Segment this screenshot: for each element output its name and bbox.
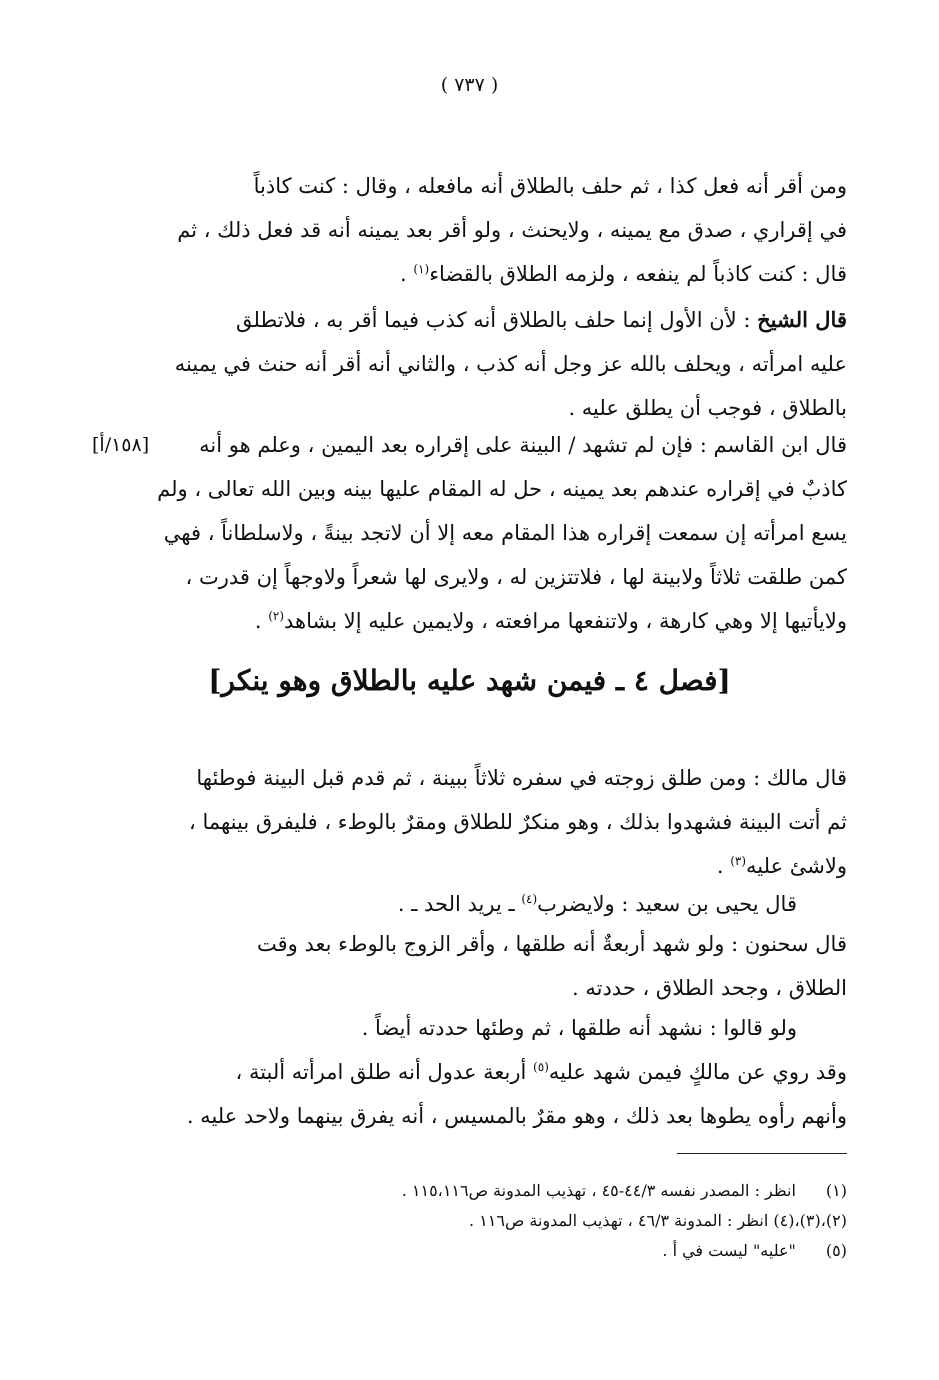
footnote-text: "عليه" ليست في أ . <box>662 1241 796 1260</box>
text-run: ولاشئ عليه <box>746 854 847 878</box>
paragraph-6 <box>147 922 847 1010</box>
section-heading: [فصل ٤ ـ فيمن شهد عليه بالطلاق وهو ينكر] <box>208 664 731 697</box>
text-line: كاذبٌ في إقراره عندهم بعد يمينه ، حل له المقام عليها بينه وبين الله تعالى ، ولم <box>157 477 847 501</box>
folio-reference: [١٥٨/أ] <box>92 434 150 456</box>
text-line: عليه امرأته ، ويحلف بالله عز وجل أنه كذب ، والثاني أنه أقر أنه حنث في يمينه <box>174 352 847 376</box>
footnote <box>147 1236 847 1266</box>
footnote-ref: (٣) <box>730 854 747 868</box>
text-line: قال مالك : ومن طلق زوجته في سفره ثلاثاً ببينة ، ثم قدم قبل البينة فوطئها <box>196 766 847 790</box>
text-line <box>147 882 847 926</box>
text-line: ولو قالوا : نشهد أنه طلقها ، ثم وطئها حددته أيضاً . <box>361 1016 797 1040</box>
footnote-mark: (٢)،(٣)،(٤) <box>773 1211 847 1230</box>
page-number: ( ٧٣٧ ) <box>440 74 499 96</box>
footnote-text: انظر : المصدر نفسه ٤٤/٣-٤٥ ، تهذيب المدونة ص١١٥،١١٦ . <box>401 1181 796 1200</box>
text-run: قال يحيى بن سعيد : ولايضرب <box>537 892 797 916</box>
text-run: . <box>400 262 414 286</box>
paragraph-2 <box>147 298 847 430</box>
paragraph-8 <box>147 1050 847 1138</box>
footnotes <box>147 1176 847 1266</box>
footnote-mark: (٥) <box>825 1241 847 1260</box>
footnote <box>147 1176 847 1206</box>
footnote-ref: (٥) <box>533 1060 549 1074</box>
footnote-ref: (٤) <box>521 892 538 906</box>
text-line: كمن طلقت ثلاثاً ولابينة لها ، فلاتتزين له ، ولايرى لها شعراً ولاوجهاً إن قدرت ، <box>185 565 847 589</box>
text-line <box>147 1050 847 1094</box>
text-run: . <box>716 854 731 878</box>
text-run: ولايأتيها إلا وهي كارهة ، ولاتنفعها مرافعته ، ولايمين عليه إلا بشاهد <box>284 609 847 633</box>
paragraph-7 <box>147 1006 847 1050</box>
paragraph-5 <box>147 882 847 926</box>
text-line: قال سحنون : ولو شهد أربعةٌ أنه طلقها ، وأقر الزوج بالوطء بعد وقت <box>257 932 847 956</box>
text-line: بالطلاق ، فوجب أن يطلق عليه . <box>568 396 847 420</box>
text-line: ومن أقر أنه فعل كذا ، ثم حلف بالطلاق أنه مافعله ، وقال : كنت كاذباً <box>253 174 847 198</box>
text-line <box>147 599 847 643</box>
text-run: ـ يريد الحد ـ . <box>397 892 522 916</box>
text-line <box>147 252 847 296</box>
text-run: وقد روي عن مالكٍ فيمن شهد عليه <box>548 1060 847 1084</box>
text-run: . <box>254 609 269 633</box>
text-line: في إقراري ، صدق مع يمينه ، ولايحنث ، ولو أقر بعد يمينه أنه قد فعل ذلك ، ثم <box>177 218 847 242</box>
footnote-ref: (١) <box>413 262 430 276</box>
text-line: قال ابن القاسم : فإن لم تشهد / البينة على إقراره بعد اليمين ، وعلم هو أنه <box>199 433 847 457</box>
paragraph-3 <box>147 423 847 643</box>
text-line: وأنهم رأوه يطوها بعد ذلك ، وهو مقرٌ بالمسيس ، أنه يفرق بينهما ولاحد عليه . <box>186 1104 847 1128</box>
text-run: قال : كنت كاذباً لم ينفعه ، ولزمه الطلاق بالقضاء <box>429 262 847 286</box>
footnote-mark: (١) <box>825 1181 847 1200</box>
footnote-divider <box>677 1153 847 1154</box>
text-run: : لأن الأول إنما حلف بالطلاق أنه كذب فيما أقر به ، فلاتطلق <box>235 308 758 332</box>
footnote-text: انظر : المدونة ٤٦/٣ ، تهذيب المدونة ص١١٦ . <box>468 1211 769 1230</box>
text-line: ثم أتت البينة فشهدوا بذلك ، وهو منكرٌ للطلاق ومقرٌ بالوطء ، فليفرق بينهما ، <box>188 810 847 834</box>
footnote-ref: (٢) <box>268 609 285 623</box>
text-run: أربعة عدول أنه طلق امرأته ألبتة ، <box>235 1060 534 1084</box>
text-line: الطلاق ، وجحد الطلاق ، حددته . <box>571 976 847 1000</box>
text-line: يسع امرأته إن سمعت إقراره هذا المقام معه إلا أن لاتجد بينةً ، ولاسلطاناً ، فهي <box>163 521 847 545</box>
paragraph-4 <box>147 756 847 888</box>
paragraph-1 <box>147 164 847 296</box>
text-line <box>147 298 847 342</box>
speaker-lead: قال الشيخ <box>757 307 847 332</box>
footnote <box>147 1206 847 1236</box>
